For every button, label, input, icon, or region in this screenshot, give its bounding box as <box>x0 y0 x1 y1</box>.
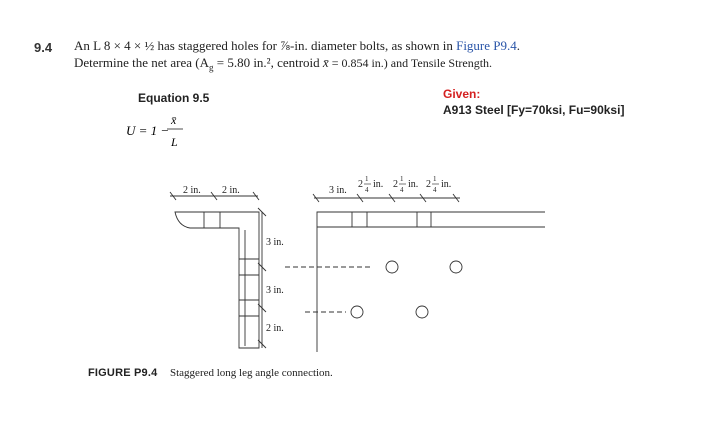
bolt-hole-1 <box>386 261 398 273</box>
figure-label: FIGURE P9.4 <box>88 367 158 379</box>
svg-text:4: 4 <box>365 186 369 194</box>
dim-left-1: 2 in. <box>183 185 201 196</box>
equation-label: Equation 9.5 <box>138 91 210 105</box>
svg-text:1: 1 <box>400 175 404 183</box>
dim-vert-3: 2 in. <box>266 323 284 334</box>
problem-text-1-end: . <box>516 38 521 53</box>
given-text: A913 Steel [Fy=70ksi, Fu=90ksi] <box>443 103 625 117</box>
dim-top-1: 3 in. <box>329 185 347 196</box>
dim-top-4 <box>426 175 451 194</box>
figure-link[interactable]: Figure P9.4 <box>456 38 517 53</box>
given-label: Given: <box>443 87 481 101</box>
angle-section <box>175 212 259 348</box>
svg-text:2: 2 <box>393 179 398 190</box>
svg-text:4: 4 <box>400 186 404 194</box>
dim-top-2 <box>358 175 383 194</box>
equation-lhs: U = 1 − <box>126 123 170 138</box>
svg-text:1: 1 <box>433 175 437 183</box>
dim-vert-2: 3 in. <box>266 285 284 296</box>
svg-text:2: 2 <box>358 179 363 190</box>
dim-vert-1: 3 in. <box>266 237 284 248</box>
problem-text-2-xbar: x̄ <box>322 55 329 70</box>
problem-number: 9.4 <box>34 40 53 55</box>
svg-text:4: 4 <box>433 186 437 194</box>
dim-top-3 <box>393 175 418 194</box>
svg-text:1: 1 <box>365 175 369 183</box>
problem-text-2-sub: g <box>208 62 214 73</box>
svg-text:in.: in. <box>441 179 452 190</box>
angle-elevation <box>317 212 545 352</box>
problem-text-2a: Determine the net area (A <box>74 55 209 70</box>
problem-text-2b: = 5.80 in.², centroid <box>213 55 323 70</box>
svg-text:in.: in. <box>373 179 384 190</box>
problem-text-2c: = 0.854 in.) and Tensile Strength. <box>328 56 493 70</box>
figure-caption: Staggered long leg angle connection. <box>170 367 333 379</box>
svg-text:2: 2 <box>426 179 431 190</box>
dim-left-2: 2 in. <box>222 185 240 196</box>
equation-numerator: x̄ <box>171 113 177 127</box>
bolt-hole-3 <box>351 306 363 318</box>
equation-denominator: L <box>171 135 178 149</box>
bolt-hole-4 <box>416 306 428 318</box>
bolt-hole-2 <box>450 261 462 273</box>
svg-text:in.: in. <box>408 179 419 190</box>
problem-text-1: An L 8 × 4 × ½ has staggered holes for ⅞-in. diameter bolts, as shown in <box>74 38 453 53</box>
